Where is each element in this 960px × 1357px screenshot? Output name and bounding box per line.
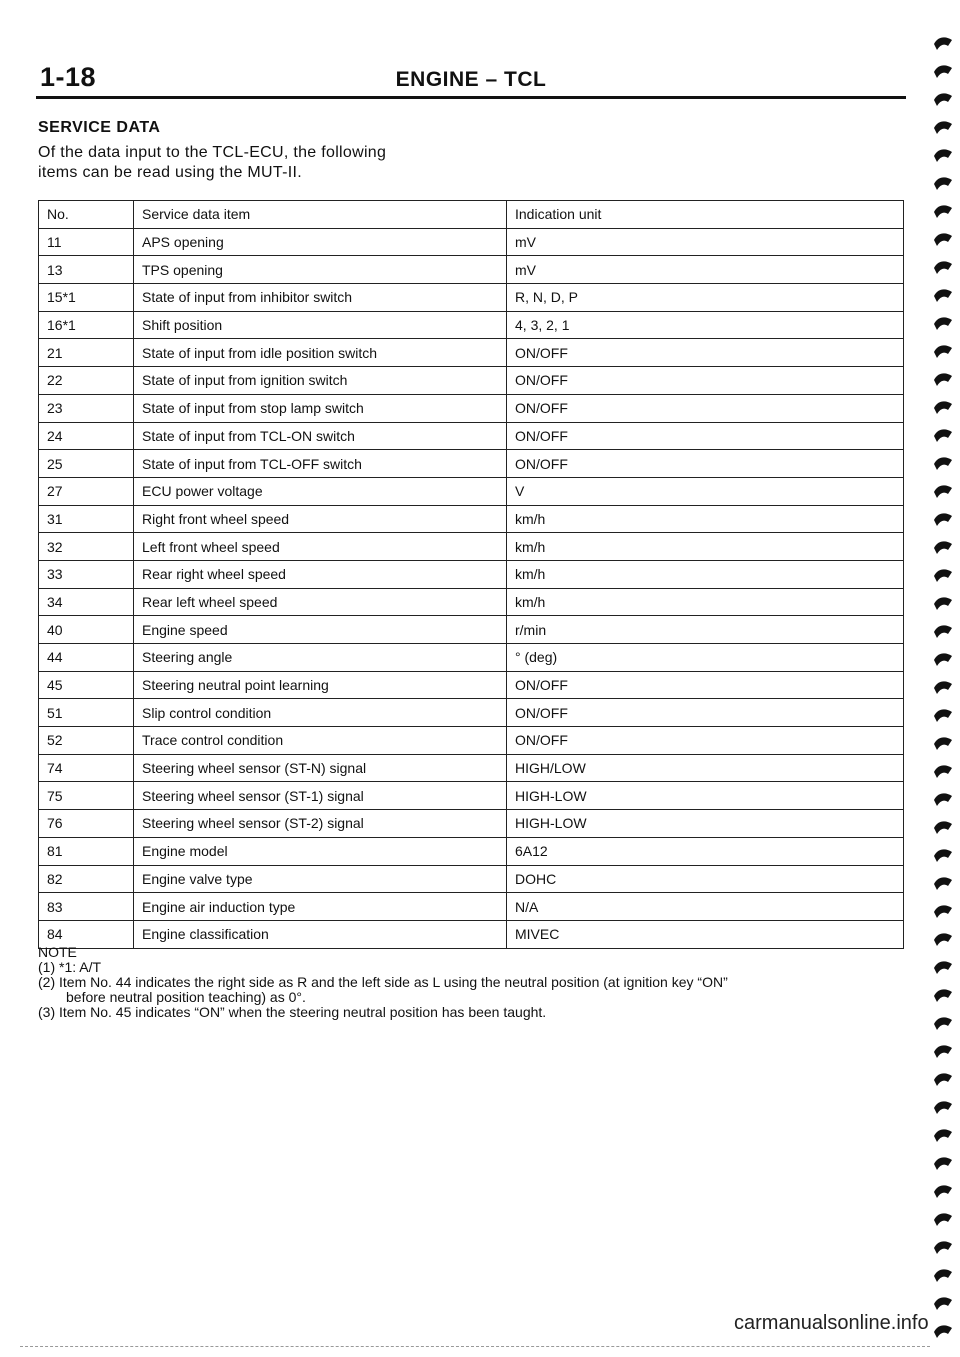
table-row	[39, 616, 904, 644]
table-row	[39, 920, 904, 948]
binding-mark	[934, 1213, 952, 1226]
row-service-item: Slip control condition	[134, 699, 507, 727]
row-number: 15*1	[39, 284, 134, 312]
table-row	[39, 560, 904, 588]
page-number: 1-18	[40, 62, 97, 92]
header-no: No.	[39, 201, 134, 229]
row-service-item: Shift position	[134, 311, 507, 339]
row-number: 27	[39, 477, 134, 505]
binding-mark	[934, 429, 952, 442]
row-number: 82	[39, 865, 134, 893]
binding-mark	[934, 1017, 952, 1030]
row-number: 23	[39, 394, 134, 422]
row-indication-unit: r/min	[507, 616, 904, 644]
binding-mark	[934, 1157, 952, 1170]
header-service-item: Service data item	[134, 201, 507, 229]
binding-mark	[934, 1325, 952, 1338]
binding-mark	[934, 541, 952, 554]
row-service-item: Left front wheel speed	[134, 533, 507, 561]
row-indication-unit: ON/OFF	[507, 394, 904, 422]
binding-mark	[934, 261, 952, 274]
row-service-item: Rear right wheel speed	[134, 560, 507, 588]
row-number: 83	[39, 893, 134, 921]
row-number: 52	[39, 727, 134, 755]
table-row	[39, 782, 904, 810]
note-2-continued: before neutral position teaching) as 0°.	[66, 989, 306, 1005]
table-row	[39, 588, 904, 616]
table-row	[39, 893, 904, 921]
table-row	[39, 450, 904, 478]
row-service-item: Steering wheel sensor (ST-1) signal	[134, 782, 507, 810]
row-indication-unit: ON/OFF	[507, 367, 904, 395]
binding-mark	[934, 457, 952, 470]
row-number: 75	[39, 782, 134, 810]
row-service-item: Steering wheel sensor (ST-2) signal	[134, 810, 507, 838]
row-number: 21	[39, 339, 134, 367]
row-number: 84	[39, 920, 134, 948]
table-row	[39, 339, 904, 367]
row-service-item: Rear left wheel speed	[134, 588, 507, 616]
table-row	[39, 256, 904, 284]
table-row	[39, 865, 904, 893]
row-service-item: State of input from TCL-OFF switch	[134, 450, 507, 478]
binding-mark	[934, 177, 952, 190]
binding-mark	[934, 709, 952, 722]
row-service-item: APS opening	[134, 228, 507, 256]
binding-mark	[934, 905, 952, 918]
row-number: 74	[39, 754, 134, 782]
chapter-title: ENGINE – TCL	[395, 68, 547, 91]
row-service-item: TPS opening	[134, 256, 507, 284]
row-indication-unit: ON/OFF	[507, 671, 904, 699]
binding-mark	[934, 1045, 952, 1058]
row-indication-unit: ON/OFF	[507, 450, 904, 478]
table-row	[39, 505, 904, 533]
intro-line: Of the data input to the TCL-ECU, the following	[38, 144, 387, 161]
row-service-item: Engine speed	[134, 616, 507, 644]
row-indication-unit: R, N, D, P	[507, 284, 904, 312]
binding-mark	[934, 681, 952, 694]
binding-mark	[934, 345, 952, 358]
binding-mark	[934, 569, 952, 582]
row-service-item: State of input from stop lamp switch	[134, 394, 507, 422]
row-number: 24	[39, 422, 134, 450]
binding-mark	[934, 233, 952, 246]
binding-marks-decoration	[928, 20, 958, 1340]
watermark: carmanualsonline.info	[734, 1312, 929, 1334]
page-header	[36, 62, 906, 99]
binding-mark	[934, 1297, 952, 1310]
binding-mark	[934, 289, 952, 302]
table-row	[39, 394, 904, 422]
row-indication-unit: ON/OFF	[507, 339, 904, 367]
binding-mark	[934, 849, 952, 862]
table-header-row	[39, 201, 904, 229]
binding-mark	[934, 401, 952, 414]
binding-mark	[934, 933, 952, 946]
row-number: 31	[39, 505, 134, 533]
note-1: (1) *1: A/T	[38, 959, 102, 975]
row-indication-unit: km/h	[507, 560, 904, 588]
row-indication-unit: mV	[507, 256, 904, 284]
intro-text	[38, 143, 498, 183]
row-number: 11	[39, 228, 134, 256]
row-service-item: Steering neutral point learning	[134, 671, 507, 699]
row-number: 33	[39, 560, 134, 588]
row-service-item: ECU power voltage	[134, 477, 507, 505]
note-title: NOTE	[38, 944, 77, 960]
binding-mark	[934, 1185, 952, 1198]
row-number: 22	[39, 367, 134, 395]
intro-line: items can be read using the MUT-II.	[38, 164, 302, 181]
row-indication-unit: 6A12	[507, 837, 904, 865]
table-row	[39, 284, 904, 312]
row-number: 76	[39, 810, 134, 838]
row-service-item: Trace control condition	[134, 727, 507, 755]
notes	[38, 945, 918, 1020]
row-service-item: Steering wheel sensor (ST-N) signal	[134, 754, 507, 782]
binding-mark	[934, 765, 952, 778]
binding-mark	[934, 1241, 952, 1254]
binding-mark	[934, 149, 952, 162]
row-number: 13	[39, 256, 134, 284]
row-indication-unit: mV	[507, 228, 904, 256]
row-indication-unit: ON/OFF	[507, 727, 904, 755]
row-service-item: State of input from ignition switch	[134, 367, 507, 395]
table-row	[39, 837, 904, 865]
binding-mark	[934, 65, 952, 78]
binding-mark	[934, 317, 952, 330]
table-row	[39, 533, 904, 561]
binding-mark	[934, 877, 952, 890]
table-row	[39, 754, 904, 782]
row-service-item: State of input from idle position switch	[134, 339, 507, 367]
binding-mark	[934, 1101, 952, 1114]
row-number: 81	[39, 837, 134, 865]
table-row	[39, 422, 904, 450]
binding-mark	[934, 485, 952, 498]
table-row	[39, 228, 904, 256]
row-service-item: Engine valve type	[134, 865, 507, 893]
row-indication-unit: ° (deg)	[507, 644, 904, 672]
note-3: (3) Item No. 45 indicates “ON” when the steering neutral position has been taught.	[38, 1004, 547, 1020]
row-indication-unit: MIVEC	[507, 920, 904, 948]
table-row	[39, 810, 904, 838]
row-number: 34	[39, 588, 134, 616]
row-indication-unit: HIGH-LOW	[507, 782, 904, 810]
row-service-item: Engine air induction type	[134, 893, 507, 921]
row-service-item: Engine model	[134, 837, 507, 865]
binding-mark	[934, 653, 952, 666]
row-indication-unit: N/A	[507, 893, 904, 921]
row-indication-unit: km/h	[507, 505, 904, 533]
row-service-item: Steering angle	[134, 644, 507, 672]
row-indication-unit: HIGH/LOW	[507, 754, 904, 782]
row-indication-unit: HIGH-LOW	[507, 810, 904, 838]
table-row	[39, 367, 904, 395]
binding-mark	[934, 205, 952, 218]
row-indication-unit: 4, 3, 2, 1	[507, 311, 904, 339]
row-indication-unit: ON/OFF	[507, 699, 904, 727]
row-number: 51	[39, 699, 134, 727]
row-number: 44	[39, 644, 134, 672]
row-indication-unit: km/h	[507, 588, 904, 616]
row-number: 25	[39, 450, 134, 478]
binding-mark	[934, 513, 952, 526]
note-2: (2) Item No. 44 indicates the right side as R and the left side as L using the neutral position (at ignition key “ON”	[38, 974, 728, 990]
table-body	[39, 201, 904, 949]
binding-mark	[934, 37, 952, 50]
row-number: 40	[39, 616, 134, 644]
binding-mark	[934, 597, 952, 610]
row-indication-unit: ON/OFF	[507, 422, 904, 450]
row-service-item: Engine classification	[134, 920, 507, 948]
binding-mark	[934, 121, 952, 134]
binding-mark	[934, 93, 952, 106]
binding-mark	[934, 373, 952, 386]
row-service-item: State of input from TCL-ON switch	[134, 422, 507, 450]
binding-mark	[934, 625, 952, 638]
row-number: 32	[39, 533, 134, 561]
row-indication-unit: V	[507, 477, 904, 505]
binding-mark	[934, 961, 952, 974]
table-row	[39, 477, 904, 505]
table-row	[39, 644, 904, 672]
row-indication-unit: km/h	[507, 533, 904, 561]
page-bottom-rule	[20, 1346, 930, 1347]
binding-mark	[934, 821, 952, 834]
binding-mark	[934, 989, 952, 1002]
row-number: 16*1	[39, 311, 134, 339]
table-row	[39, 671, 904, 699]
row-indication-unit: DOHC	[507, 865, 904, 893]
header-indication-unit: Indication unit	[507, 201, 904, 229]
service-data-table	[38, 200, 904, 949]
section-title: SERVICE DATA	[38, 119, 161, 136]
binding-mark	[934, 1129, 952, 1142]
row-service-item: Right front wheel speed	[134, 505, 507, 533]
binding-mark	[934, 1073, 952, 1086]
table-row	[39, 311, 904, 339]
row-service-item: State of input from inhibitor switch	[134, 284, 507, 312]
table-row	[39, 727, 904, 755]
binding-mark	[934, 737, 952, 750]
row-number: 45	[39, 671, 134, 699]
table-row	[39, 699, 904, 727]
binding-mark	[934, 1269, 952, 1282]
binding-mark	[934, 793, 952, 806]
